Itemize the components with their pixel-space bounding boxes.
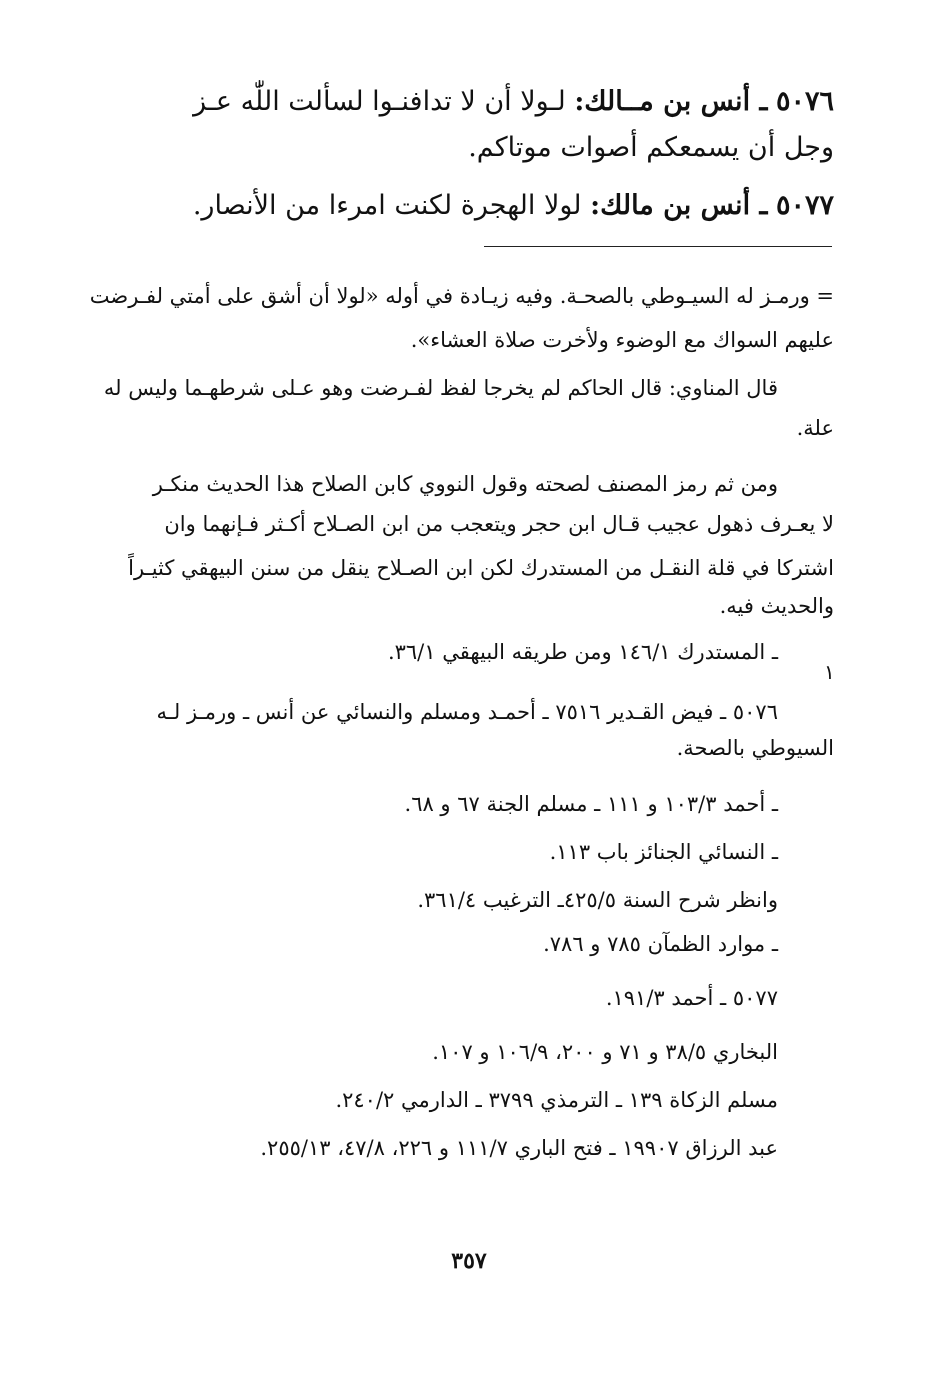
note-line: عليهم السواك مع الوضوء ولأخرت صلاة العشاء».	[410, 328, 834, 352]
hadith-text: لولا الهجرة لكنت امرءا من الأنصار.	[192, 190, 582, 221]
reference-line: ـ المستدرك ١٤٦/١ ومن طريقه البيهقي ٣٦/١.	[387, 640, 778, 664]
reference-line: مسلم الزكاة ١٣٩ ـ الترمذي ٣٧٩٩ ـ الدارمي ٢٤٠/٢.	[335, 1088, 778, 1112]
note-line: ومن ثم رمز المصنف لصحته وقول النووي كابن الصلاح هذا الحديث منكـر	[152, 472, 778, 496]
note-line: لا يعـرف ذهول عجيب قـال ابن حجر ويتعجب من ابن الصـلاح أكـثر فـإنهما وان	[164, 512, 834, 536]
reference-line: ٥٠٧٧ ـ أحمد ١٩١/٣.	[605, 986, 778, 1010]
page-number: ٣٥٧	[451, 1248, 487, 1274]
note-line: قال المناوي: قال الحاكم لم يخرجا لفظ لفـرضت وهو عـلى شرطهـما وليس له	[103, 376, 778, 400]
hadith-number: ٥٠٧٧	[775, 190, 834, 221]
hadith-5076-line1: ٥٠٧٦ ـ أنس بن مــالك: لـولا أن لا تدافنـوا لسألت اللّٰه عـز	[193, 86, 834, 117]
note-line: اشتركا في قلة النقـل من المستدرك لكن ابن الصـلاح ينقل من سنن البيهقي كثيـراً	[128, 556, 834, 580]
reference-line: ـ النسائي الجنائز باب ١١٣.	[549, 840, 778, 864]
hadith-number: ٥٠٧٦	[775, 86, 834, 117]
note-line: علة.	[796, 416, 834, 440]
reference-line: عبد الرزاق ١٩٩٠٧ ـ فتح الباري ١١١/٧ و ٢٢٦، ٤٧/٨، ٢٥٥/١٣.	[260, 1136, 778, 1160]
hadith-narrator: أنس بن مــالك:	[574, 86, 751, 117]
footnote-divider	[484, 246, 832, 247]
reference-line: ـ أحمد ١٠٣/٣ و ١١١ ـ مسلم الجنة ٦٧ و ٦٨.	[404, 792, 778, 816]
reference-line: وانظر شرح السنة ٤٢٥/٥ـ الترغيب ٣٦١/٤.	[417, 888, 778, 912]
reference-line: ٥٠٧٦ ـ فيض القـدير ٧٥١٦ ـ أحمـد ومسلم والنسائي عن أنس ـ ورمـز لـه	[156, 700, 778, 724]
hadith-5077-line1: ٥٠٧٧ ـ أنس بن مالك: لولا الهجرة لكنت امرءا من الأنصار.	[192, 190, 834, 221]
reference-line: ـ موارد الظمآن ٧٨٥ و ٧٨٦.	[543, 932, 778, 956]
note-line: = ورمـز له السيـوطي بالصحـة. وفيه زيـادة في أوله «لولا أن أشق على أمتي لفـرضت	[89, 284, 834, 308]
hadith-text: لـولا أن لا تدافنـوا لسألت اللّٰه عـز	[193, 86, 566, 117]
hadith-5076-line2: وجل أن يسمعكم أصوات موتاكم.	[468, 132, 834, 163]
reference-line: البخاري ٣٨/٥ و ٧١ و ٢٠٠، ١٠٦/٩ و ١٠٧.	[432, 1040, 778, 1064]
note-line: والحديث فيه.	[719, 594, 834, 618]
margin-marker: ١	[824, 660, 835, 684]
reference-line: السيوطي بالصحة.	[676, 736, 834, 760]
hadith-narrator: أنس بن مالك:	[590, 190, 751, 221]
